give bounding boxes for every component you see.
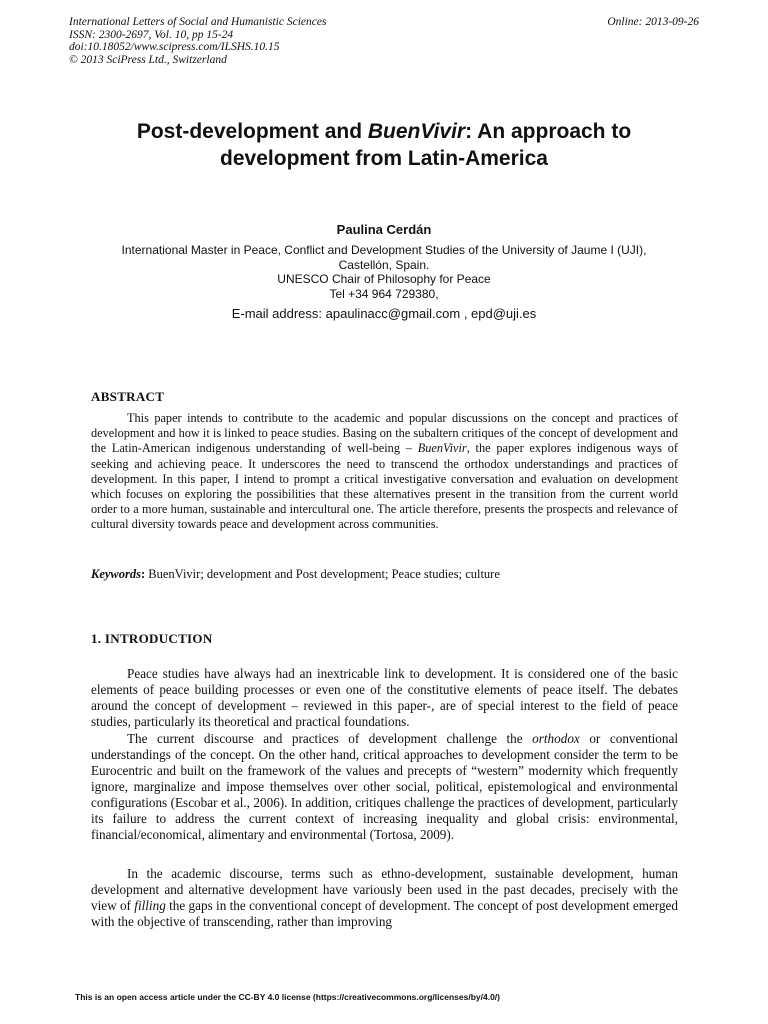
abstract-text-italic: BuenVivir (417, 441, 467, 456)
author-name: Paulina Cerdán (336, 222, 432, 237)
abstract-heading: ABSTRACT (91, 389, 165, 404)
title-italic: BuenVivir (367, 120, 466, 143)
keywords-text: BuenVivir; development and Post development; Peace studies; culture (148, 567, 500, 581)
journal-header (69, 16, 699, 66)
title-line-1 (60, 118, 708, 145)
intro-paragraph-1: Peace studies have always had an inextricable link to development. It is considered one of the basic elements of peace building processes or even one of the constitutive elements of peace itself. The debates around the concept of development – reviewed in this paper-, are of special interest to the field of peace studies, particularly its theoretical and practical foundations. (91, 666, 678, 729)
intro-paragraph-3 (91, 866, 678, 930)
paper-title (60, 118, 708, 172)
title-part-2: : An approach to (465, 120, 632, 143)
intro-p3-b: the gaps in the conventional concept of development. The concept of post development emerged with the objective of transcending, rather than improving (91, 898, 678, 929)
intro-p2-b: or conventional understandings of the concept. On the other hand, critical approaches to development consider the term to be Eurocentric and built on the framework of the values and precepts of “western” modernity which frequently ignore, marginalize and impose themselves over other social, political, epistemological and environmental configurations (Escobar et al., 2006). In addition, critiques challenge the practices of development, particularly its failure to address the current context of increasing inequality and global crisis: environmental, financial/economical, alimentary and environmental (Tortosa, 2009). (91, 731, 678, 842)
affiliation-line-4: Tel +34 964 729380, (329, 286, 439, 301)
title-part-1: Post-development and (136, 120, 368, 143)
journal-copyright: © 2013 SciPress Ltd., Switzerland (69, 53, 227, 66)
intro-p3-a: In the academic discourse, terms such as ethno-development, sustainable development, human development and alternative development have variously been used in the past decades, precisely with the view of (91, 866, 678, 913)
license-footer: This is an open access article under the CC-BY 4.0 license (https://creativecommons.org/licenses/by/4.0/) (75, 992, 500, 1002)
author-email: E-mail address: apaulinacc@gmail.com , epd@uji.es (231, 306, 537, 321)
intro-p3-italic: filling (134, 898, 166, 913)
keywords-label: Keywords (91, 567, 141, 581)
keywords-colon: : (141, 567, 149, 581)
title-line-2: development from Latin-America (220, 147, 548, 170)
abstract-text-a: This paper intends to contribute to the academic and popular discussions on the concept and practices of development and how it is linked to peace studies. Basing on the subaltern critiques of the concept of development and the Latin-American indigenous understanding of well-being – (91, 411, 678, 456)
affiliation-line-3: UNESCO Chair of Philosophy for Peace (277, 272, 491, 286)
online-date: Online: 2013-09-26 (607, 16, 699, 28)
journal-issn: ISSN: 2300-2697, Vol. 10, pp 15-24 (69, 28, 234, 41)
keywords (91, 567, 500, 582)
intro-paragraph-2 (91, 731, 678, 843)
journal-name: International Letters of Social and Humanistic Sciences (69, 16, 327, 28)
introduction-heading: 1. INTRODUCTION (91, 631, 213, 646)
journal-doi: doi:10.18052/www.scipress.com/ILSHS.10.15 (69, 41, 280, 53)
intro-p2-italic: orthodox (532, 731, 580, 746)
affiliation-line-1: International Master in Peace, Conflict and Development Studies of the University of Jaume I (UJI), (121, 243, 647, 257)
affiliation-line-2: Castellón, Spain. (338, 257, 430, 272)
abstract-text-b: , the paper explores indigenous ways of seeking and achieving peace. It underscores the need to transcend the orthodox understandings and practices of development. In this paper, I intend to prompt a critical investigative conversation and evaluation on development which focuses on exploring the possibilities that these alternatives present in the transition from the current world order to a more human, sustainable and intercultural one. The article therefore, presents the prospects and relevance of cultural diversity towards peace and development across communities. (91, 441, 678, 532)
abstract-text (91, 411, 678, 533)
author-affiliation (60, 243, 708, 301)
intro-p2-a: The current discourse and practices of development challenge the (127, 731, 533, 746)
